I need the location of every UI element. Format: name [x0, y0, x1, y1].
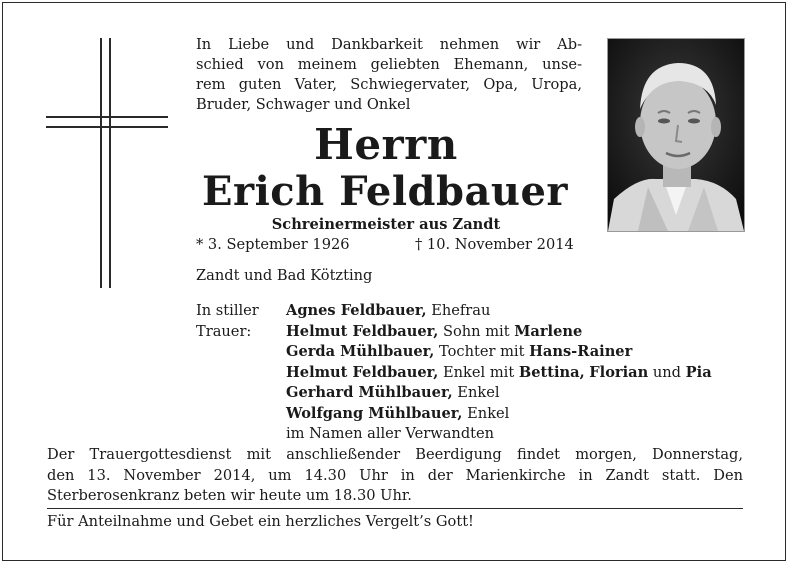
divider — [47, 508, 743, 509]
list-item: Wolfgang Mühlbauer, Enkel — [286, 404, 510, 422]
mourning-label: In stiller Trauer: — [196, 302, 259, 340]
cross-icon — [46, 38, 168, 288]
list-item: Gerda Mühlbauer, Tochter mit Hans-Rainer — [286, 343, 633, 360]
intro-text: In Liebe und Dankbarkeit nehmen wir Ab- schied von meinem geliebten Ehemann, unse- rem guten Vater, Schwiegervater, Opa, Uropa, Bruder, Schwager und Onkel — [196, 36, 582, 113]
service-announcement: Der Trauergottesdienst mit anschließender Beerdigung findet morgen, Donnerstag, den 13. November 2014, um 14.30 Uhr in der Marienkirche in Zandt statt. Den Sterberosenkranz beten wir heute um 18.30 Uhr. — [47, 446, 743, 504]
list-item: Helmut Feldbauer, Sohn mit Marlene — [286, 322, 583, 340]
mourners-list — [286, 301, 756, 445]
list-item: Helmut Feldbauer, Enkel mit Bettina, Florian und Pia — [286, 363, 712, 381]
places: Zandt und Bad Kötzting — [196, 267, 373, 284]
birth-date: * 3. September 1926 — [196, 236, 350, 253]
deceased-name: Erich Feldbauer — [202, 168, 568, 215]
death-date: † 10. November 2014 — [415, 236, 574, 253]
list-item: Agnes Feldbauer, Ehefrau — [286, 302, 491, 319]
list-item: im Namen aller Verwandten — [286, 425, 495, 442]
list-item: Gerhard Mühlbauer, Enkel — [286, 384, 500, 401]
portrait-photo — [607, 38, 745, 232]
profession: Schreinermeister aus Zandt — [271, 216, 501, 233]
salutation: Herrn — [314, 120, 458, 169]
thanks-line: Für Anteilnahme und Gebet ein herzliches Vergelt’s Gott! — [47, 513, 474, 530]
